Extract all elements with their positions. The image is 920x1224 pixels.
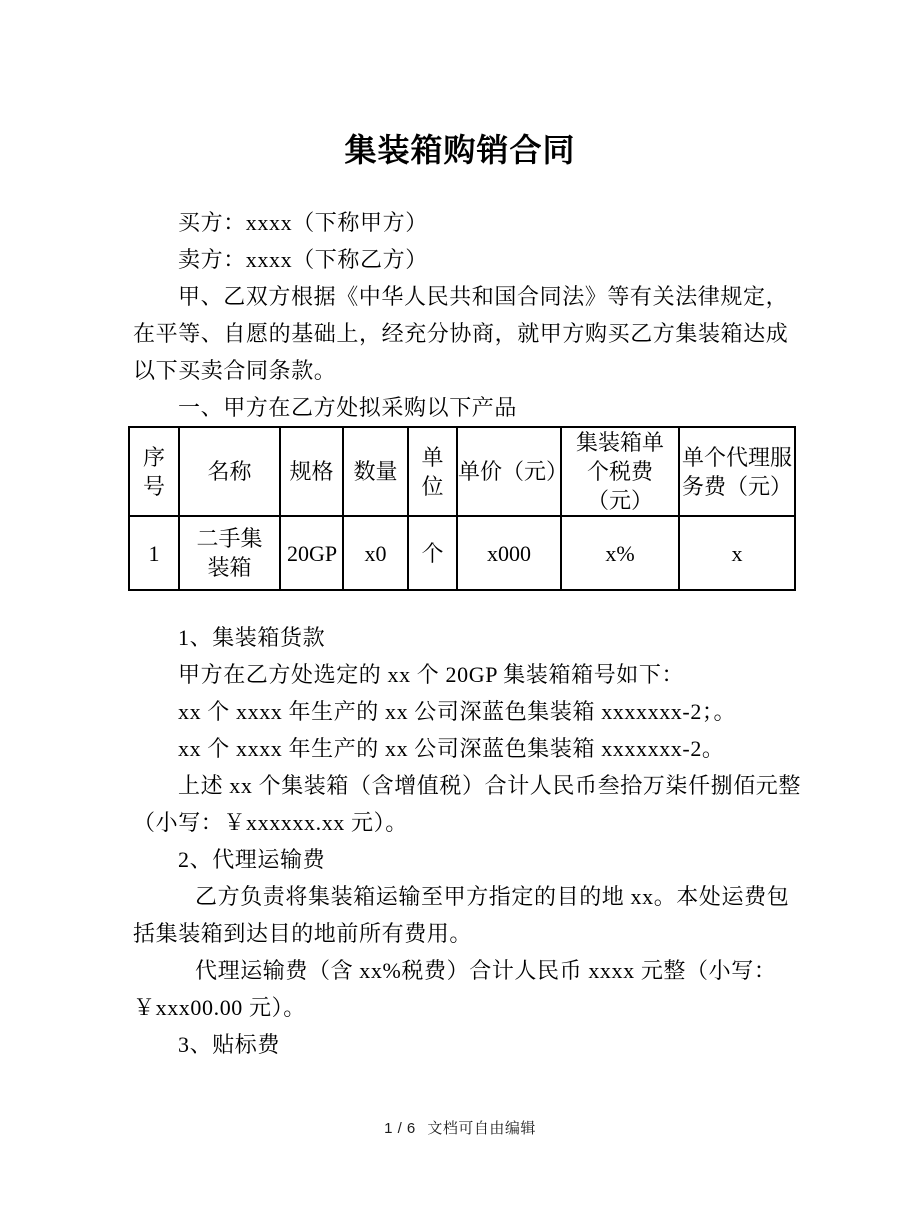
table-header-cell: 数量 bbox=[343, 427, 408, 516]
paragraph-line: 代理运输费（含 xx%税费）合计人民币 xxxx 元整（小写： bbox=[195, 958, 777, 983]
page-footer bbox=[0, 1117, 920, 1138]
document-content bbox=[0, 204, 920, 1063]
paragraph-line: 买方：xxxx（下称甲方） bbox=[178, 210, 428, 235]
paragraph-line: 括集装箱到达目的地前所有费用。 bbox=[133, 921, 473, 946]
table-cell: x0 bbox=[343, 516, 408, 590]
table-cell: 二手集装箱 bbox=[179, 516, 280, 590]
table-cell: 20GP bbox=[280, 516, 343, 590]
paragraph-line: 甲、乙双方根据《中华人民共和国合同法》等有关法律规定， bbox=[178, 284, 789, 309]
table-cell: x000 bbox=[457, 516, 561, 590]
paragraph-line: 卖方：xxxx（下称乙方） bbox=[178, 247, 428, 272]
table-header-cell: 集装箱单个税费（元） bbox=[561, 427, 679, 516]
table-row bbox=[129, 516, 795, 590]
paragraph-line: 甲方在乙方处选定的 xx 个 20GP 集装箱箱号如下： bbox=[178, 662, 685, 687]
table-header-cell: 单位 bbox=[408, 427, 457, 516]
paragraph-line: 2、代理运输费 bbox=[178, 847, 326, 872]
table-cell: 个 bbox=[408, 516, 457, 590]
intro-paragraphs bbox=[133, 204, 790, 426]
paragraph-line: 1、集装箱货款 bbox=[178, 625, 326, 650]
terms-paragraphs bbox=[133, 619, 802, 1063]
paragraph-line: xx 个 xxxx 年生产的 xx 公司深蓝色集装箱 xxxxxxx-2。 bbox=[178, 736, 725, 761]
paragraph-line: 乙方负责将集装箱运输至甲方指定的目的地 xx。本处运费包 bbox=[195, 884, 790, 909]
paragraph-line: （小写：￥xxxxxx.xx 元）。 bbox=[133, 810, 408, 835]
paragraph-line: xx 个 xxxx 年生产的 xx 公司深蓝色集装箱 xxxxxxx-2；。 bbox=[178, 699, 737, 724]
paragraph-line: 在平等、自愿的基础上，经充分协商，就甲方购买乙方集装箱达成 bbox=[133, 321, 789, 346]
table-header-cell: 序号 bbox=[129, 427, 179, 516]
table-cell: x% bbox=[561, 516, 679, 590]
page-number: 1 / 6 bbox=[384, 1120, 416, 1137]
product-table bbox=[128, 426, 796, 591]
table-cell: 1 bbox=[129, 516, 179, 590]
table-header-cell: 单价（元） bbox=[457, 427, 561, 516]
table-header-cell: 名称 bbox=[179, 427, 280, 516]
paragraph-line: ￥xxx00.00 元）。 bbox=[133, 995, 306, 1020]
footer-note: 文档可自由编辑 bbox=[427, 1120, 536, 1137]
table-header-row bbox=[129, 427, 795, 516]
table-body bbox=[129, 516, 795, 590]
table-header-cell: 规格 bbox=[280, 427, 343, 516]
table-cell: x bbox=[679, 516, 795, 590]
paragraph-line: 一、甲方在乙方处拟采购以下产品 bbox=[178, 395, 518, 420]
table-header-cell: 单个代理服务费（元） bbox=[679, 427, 795, 516]
document-title: 集装箱购销合同 bbox=[344, 132, 576, 168]
paragraph-line: 上述 xx 个集装箱（含增值税）合计人民币叁拾万柒仟捌佰元整 bbox=[178, 773, 802, 798]
paragraph-line: 3、贴标费 bbox=[178, 1032, 281, 1057]
paragraph-line: 以下买卖合同条款。 bbox=[133, 358, 337, 383]
